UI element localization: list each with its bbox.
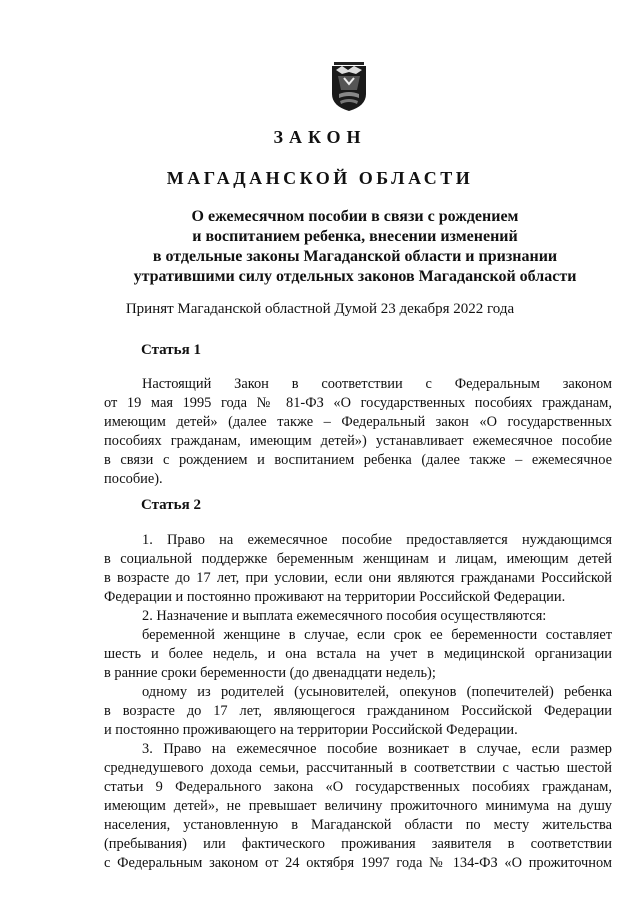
text-line: с Федеральным законом от 24 октября 1997 года № 134-ФЗ «О прожиточном xyxy=(104,855,612,871)
text-line: в возрасте до 17 лет, при условии, если они являются гражданами Российской xyxy=(104,570,612,586)
article-2-body xyxy=(104,531,612,873)
subject-line: и воспитанием ребенка, внесении изменений xyxy=(192,228,518,245)
text-line: в ранние сроки беременности (до двенадцати недель); xyxy=(104,665,436,681)
text-line: пособиях гражданам, имеющим детей») устанавливает ежемесячное пособие xyxy=(104,433,612,449)
text-line: от 19 мая 1995 года № 81-ФЗ «О государственных пособиях гражданам, xyxy=(104,395,612,411)
text-line: пособие). xyxy=(104,471,163,487)
text-line: 2. Назначение и выплата ежемесячного пособия осуществляются: xyxy=(142,608,547,624)
text-line: имеющим детей», не превышает величину прожиточного минимума на душу xyxy=(104,798,612,814)
text-line: в возрасте до 17 лет, являющегося гражданином Российской Федерации xyxy=(104,703,612,719)
text-line: 1. Право на ежемесячное пособие предоставляется нуждающимся xyxy=(142,532,612,548)
subject-line: О ежемесячном пособии в связи с рождением xyxy=(191,208,519,225)
article-1-body xyxy=(104,375,612,489)
text-line: беременной женщине в случае, если срок ее беременности составляет xyxy=(142,627,612,643)
subject-line: утратившими силу отдельных законов Магаданской области xyxy=(133,268,577,285)
text-line: Федерации и постоянно проживают на территории Российской Федерации. xyxy=(104,589,566,605)
text-line: населения, установленную в Магаданской области по месту жительства xyxy=(104,817,612,833)
subject-line: в отдельные законы Магаданской области и признании xyxy=(152,248,558,265)
text-line: и постоянно проживающего на территории Российской Федерации. xyxy=(104,722,518,738)
text-line: статьи 9 Федерального закона «О государственных пособиях гражданам, xyxy=(104,779,612,795)
text-line: 3. Право на ежемесячное пособие возникает в случае, если размер xyxy=(142,741,612,757)
text-line: имеющим детей» (далее также – Федеральный закон «О государственных xyxy=(104,414,612,430)
text-line: Настоящий Закон в соответствии с Федеральным законом xyxy=(142,376,612,392)
document-title: ЗАКОН xyxy=(273,127,367,147)
text-line: среднедушевого дохода семьи, рассчитанный в соответствии с частью шестой xyxy=(104,760,612,776)
text-line: одному из родителей (усыновителей, опекунов (попечителей) ребенка xyxy=(142,684,612,700)
text-line: в связи с рождением и воспитанием ребенка (далее также – ежемесячное xyxy=(104,452,612,468)
article-2-heading: Статья 2 xyxy=(141,497,201,513)
article-1-heading: Статья 1 xyxy=(141,342,201,358)
region-title: МАГАДАНСКОЙ ОБЛАСТИ xyxy=(166,168,474,188)
text-line: (пребывания) или фактического проживания заявителя в соответствии xyxy=(104,836,612,852)
law-subject xyxy=(100,207,610,287)
text-line: шесть и более недель, и она встала на учет в медицинской организации xyxy=(104,646,612,662)
text-line: в социальной поддержке беременным женщинам и лицам, имеющим детей xyxy=(104,551,612,567)
adoption-note: Принят Магаданской областной Думой 23 декабря 2022 года xyxy=(125,301,515,317)
coat-of-arms-emblem xyxy=(330,60,368,112)
